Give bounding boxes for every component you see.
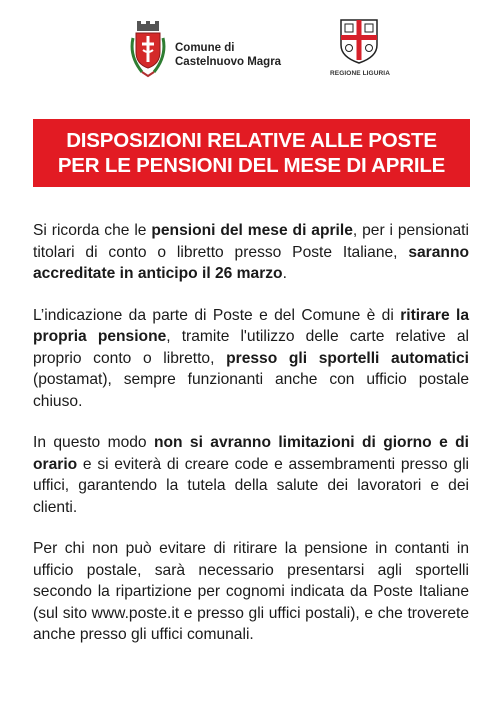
p1-text-2: , per i pensionati titolari di conto o libretto presso Poste Italiane,	[33, 222, 469, 261]
p2-text-1: L’indicazione da parte di Poste e del Comune è di	[33, 306, 401, 324]
comune-line2: Castelnuovo Magra	[175, 56, 282, 68]
p1-bold-2: saranno accreditate in anticipo il 26 marzo	[33, 243, 469, 282]
p2-text-2: , tramite l'utilizzo delle carte relative al proprio conto o libretto,	[33, 328, 469, 367]
regione-liguria-emblem-icon	[337, 17, 381, 65]
p1-text-3: .	[282, 265, 287, 282]
notice-body	[33, 220, 469, 666]
paragraph-4	[33, 538, 469, 646]
p2-bold-2: presso gli sportelli automatici	[226, 349, 470, 367]
comune-line1: Comune di	[175, 42, 235, 54]
title-banner	[33, 119, 470, 187]
banner-line2: PER LE PENSIONI DEL MESE DI APRILE	[57, 154, 446, 177]
paragraph-3	[33, 432, 469, 518]
p1-bold-1: pensioni del mese di aprile	[151, 222, 353, 239]
paragraph-2	[33, 305, 469, 413]
p1-text-1: Si ricorda che le	[33, 222, 152, 239]
comune-name	[175, 41, 281, 69]
p4-text-1: Per chi non può evitare di ritirare la pensione in contanti in ufficio postale, sarà necessario presentarsi agli sportelli secondo la ripartizione per cognomi indicata da Poste Italiane (sul sito www.poste.it e presso gli uffici postali), e che troverete anche presso gli uffici comunali.	[33, 540, 469, 643]
regione-label: REGIONE LIGURIA	[330, 70, 391, 77]
p2-text-3: (postamat), sempre funzionanti anche con ufficio postale chiuso.	[33, 371, 469, 410]
p2-bold-1: ritirare la propria pensione	[33, 306, 469, 345]
p3-text-2: e si eviterà di creare code e assembramenti presso gli uffici, garantendo la tutela della salute dei lavoratori e dei clienti.	[33, 455, 469, 516]
banner-line1: DISPOSIZIONI RELATIVE ALLE POSTE	[66, 129, 437, 152]
p3-text-1: In questo modo	[33, 434, 154, 451]
comune-crest-icon	[128, 20, 168, 78]
paragraph-1	[33, 220, 469, 285]
header	[0, 0, 500, 95]
p3-bold-1: non si avranno limitazioni di giorno e di orario	[33, 434, 469, 473]
